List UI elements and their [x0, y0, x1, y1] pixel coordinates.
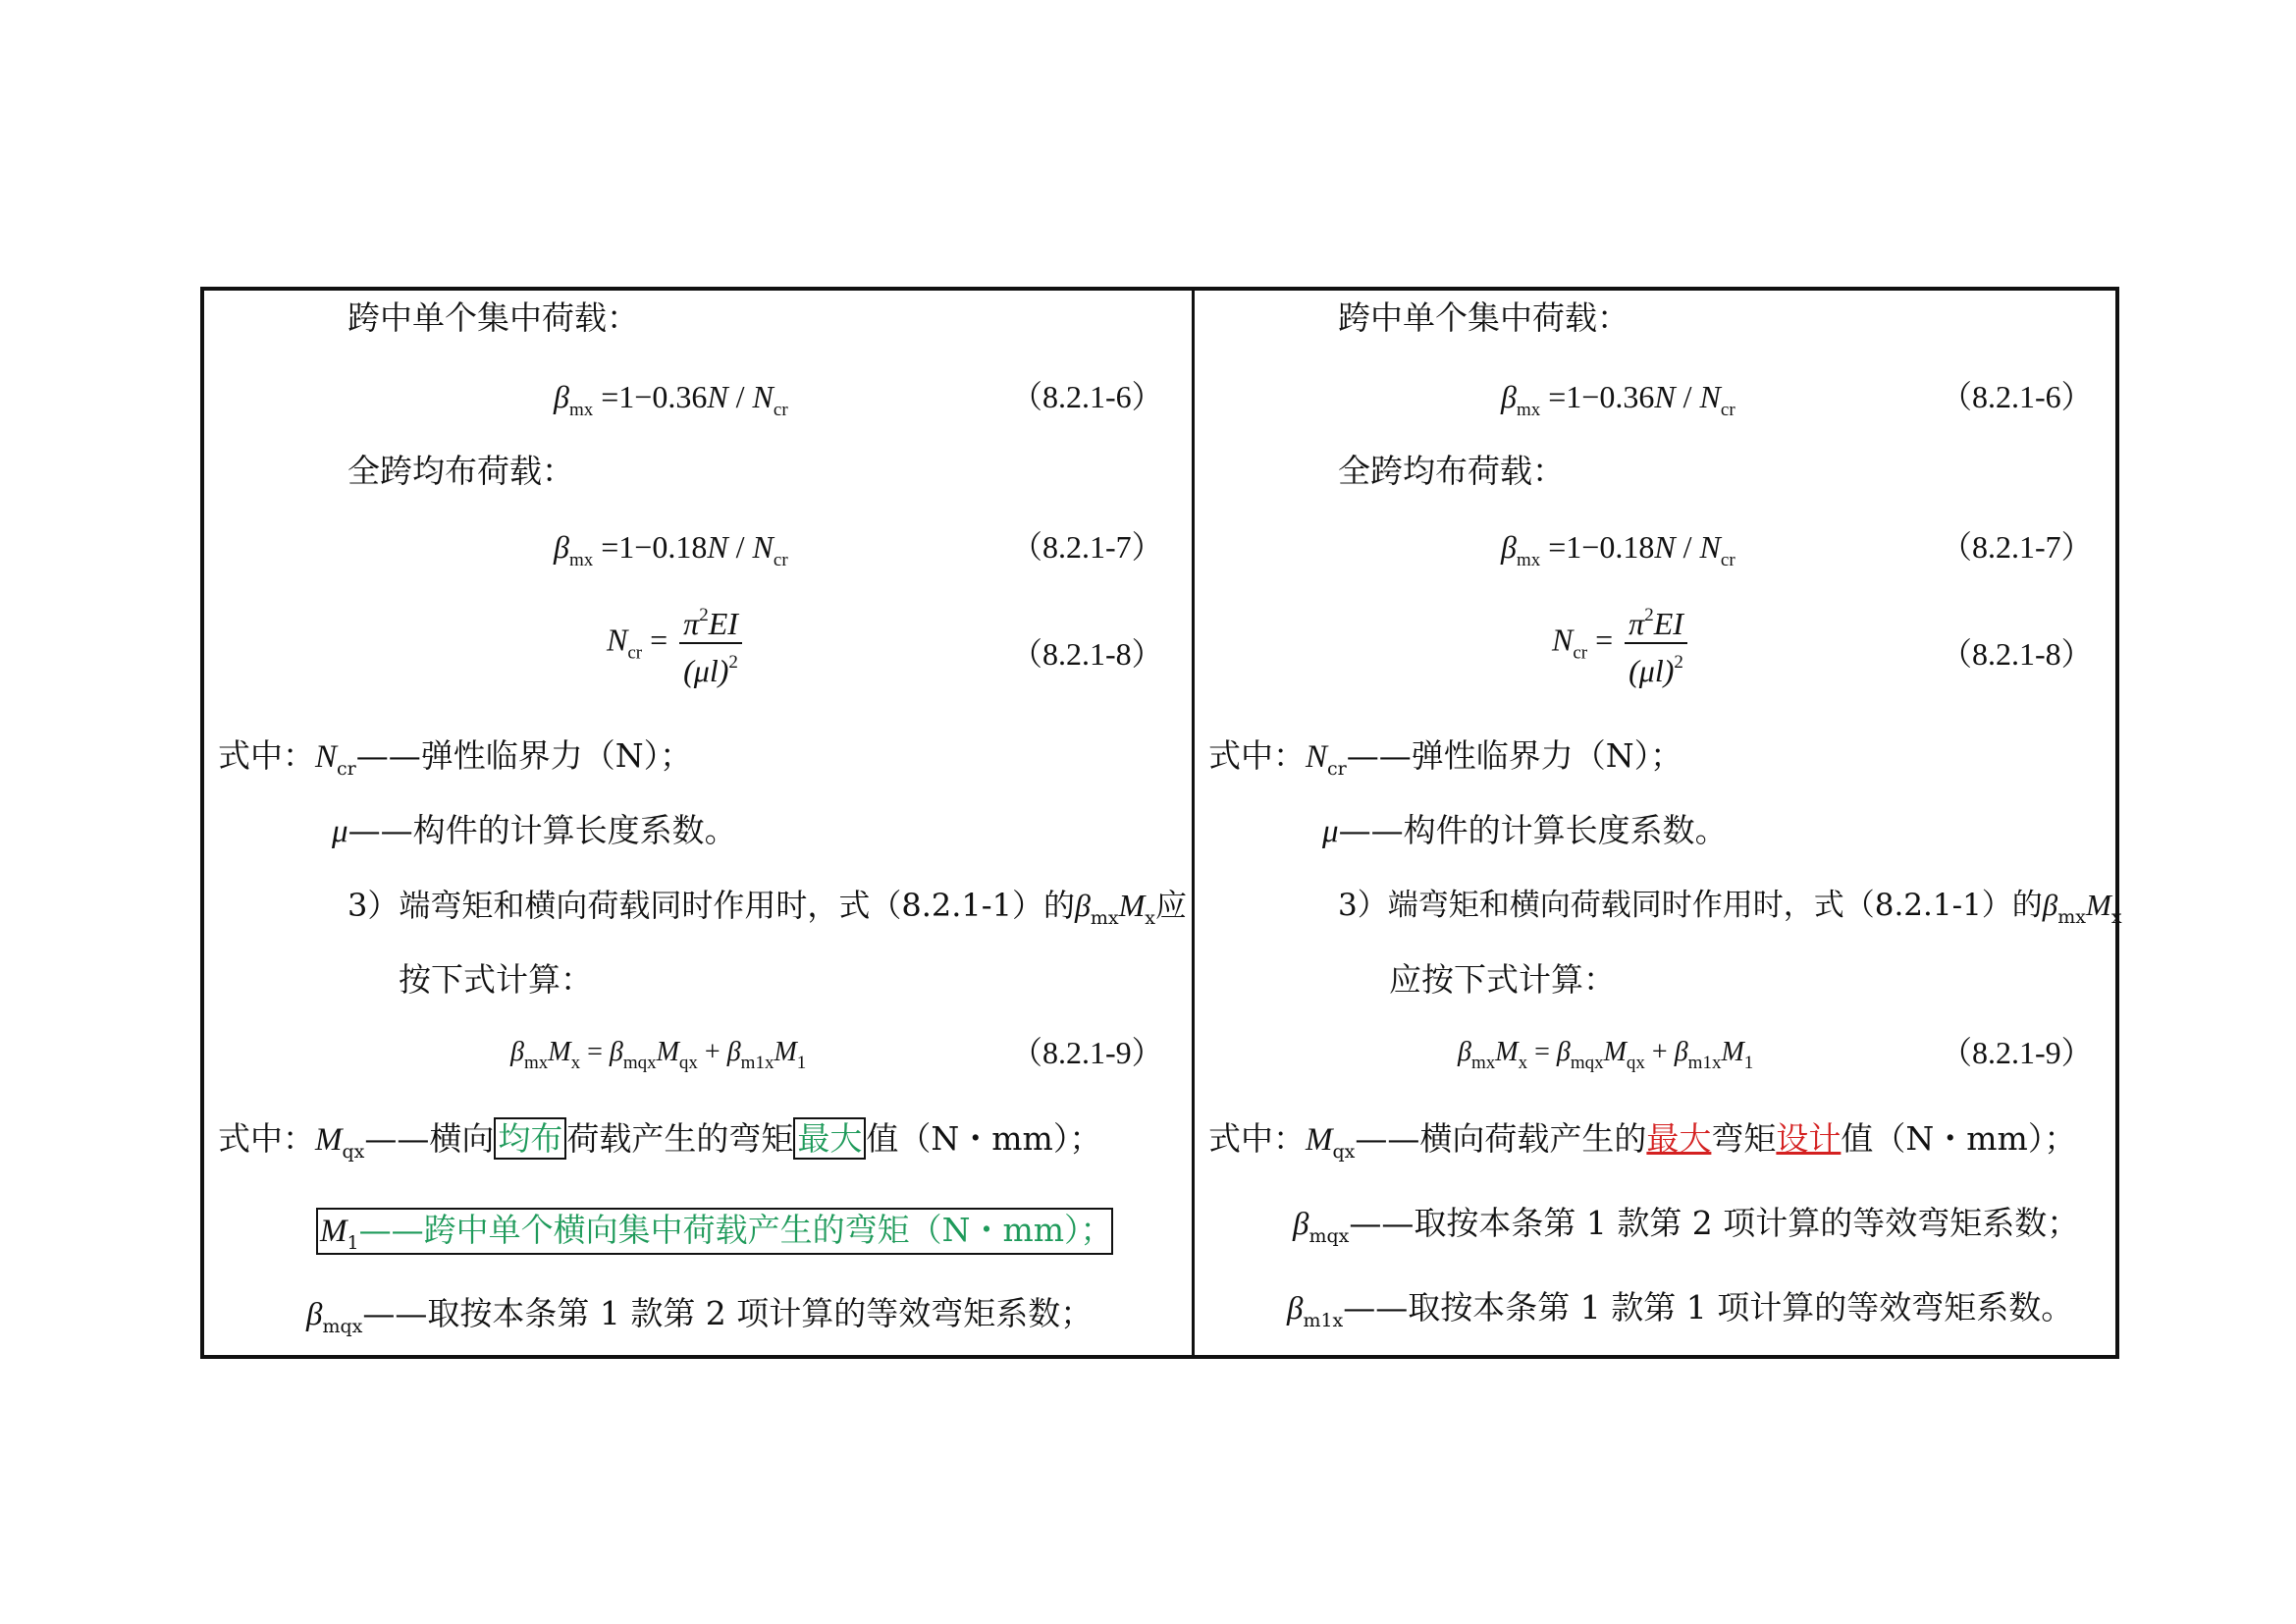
boxed-inserted-text: 最大 [793, 1117, 866, 1160]
heading-uniform-load: 全跨均布荷载： [347, 452, 574, 490]
item-3-text: 3）端弯矩和横向荷载同时作用时，式（8.2.1-1）的$\beta_{mx}M_x$ [1338, 888, 2122, 928]
equation-8-2-1-7: $\beta_{mx} =1-0.18N / N_{cr}$ [1501, 529, 1735, 570]
mu-definition: μ——构件的计算长度系数。 [1322, 811, 1728, 849]
equation-8-2-1-9: $\beta_{mx}M_x = \beta_{mqx}M_{qx} + \beta_{m1x}M_1$ [1458, 1037, 1754, 1073]
where-mqx-definition: 式中：$M_{qx}——$横向荷载产生的最大弯矩设计值（N・mm）； [1208, 1119, 2077, 1163]
beta-mqx-definition: $\beta_{mqx}——$取按本条第 1 款第 2 项计算的等效弯矩系数； [1293, 1204, 2080, 1247]
item-3-continuation: 应按下式计算： [1389, 960, 1616, 999]
equation-number: （8.2.1-9） [1011, 1035, 1163, 1070]
equation-number: （8.2.1-9） [1941, 1035, 2093, 1070]
left-column [204, 287, 1192, 1359]
where-ncr-definition: 式中：$N_{cr}——$弹性临界力（N）； [1208, 736, 1683, 780]
right-column [1195, 287, 2122, 1359]
equation-number: （8.2.1-6） [1011, 379, 1163, 414]
equation-8-2-1-6: $\beta_{mx} =1-0.36N / N_{cr}$ [554, 379, 788, 420]
equation-8-2-1-8: $N_{cr}$ = $\frac{\pi^2EI}{(\mu l)^2}$ [1552, 599, 1687, 687]
item-3-text: 3）端弯矩和横向荷载同时作用时，式（8.2.1-1）的$\beta_{mx}M_x$应 [347, 887, 1188, 929]
boxed-inserted-text: 均布 [494, 1117, 566, 1160]
heading-midspan-load: 跨中单个集中荷载： [1338, 298, 1629, 337]
where-ncr-definition: 式中：$N_{cr}——$弹性临界力（N）； [218, 736, 693, 780]
equation-number: （8.2.1-6） [1941, 379, 2093, 414]
heading-uniform-load: 全跨均布荷载： [1338, 452, 1565, 490]
m1-definition: $M_1——$跨中单个横向集中荷载产生的弯矩（N・mm）； [320, 1211, 1113, 1254]
equation-number: （8.2.1-7） [1941, 529, 2093, 565]
equation-number: （8.2.1-7） [1011, 529, 1163, 565]
equation-8-2-1-6: $\beta_{mx} =1-0.36N / N_{cr}$ [1501, 379, 1735, 420]
changed-text: 最大 [1646, 1119, 1712, 1158]
beta-mqx-definition: $\beta_{mqx}——$取按本条第 1 款第 2 项计算的等效弯矩系数； [306, 1294, 1094, 1337]
equation-number: （8.2.1-8） [1941, 636, 2093, 672]
equation-8-2-1-7: $\beta_{mx} =1-0.18N / N_{cr}$ [554, 529, 788, 570]
item-3-continuation: 按下式计算： [399, 960, 593, 999]
equation-number: （8.2.1-8） [1011, 636, 1163, 672]
changed-text: 设计 [1776, 1119, 1842, 1158]
where-mqx-definition: 式中：$M_{qx}——$横向 均布 荷载产生的弯矩 最大 值（N・mm）； [218, 1119, 1102, 1163]
beta-m1x-definition: $\beta_{m1x}——$取按本条第 1 款第 1 项计算的等效弯矩系数。 [1287, 1288, 2074, 1331]
equation-8-2-1-9: $\beta_{mx}M_x = \beta_{mqx}M_{qx} + \beta_{m1x}M_1$ [510, 1037, 807, 1073]
heading-midspan-load: 跨中单个集中荷载： [347, 298, 639, 337]
mu-definition: μ——构件的计算长度系数。 [332, 811, 737, 849]
equation-8-2-1-8: $N_{cr}$ = $\frac{\pi^2EI}{(\mu l)^2}$ [607, 599, 742, 687]
